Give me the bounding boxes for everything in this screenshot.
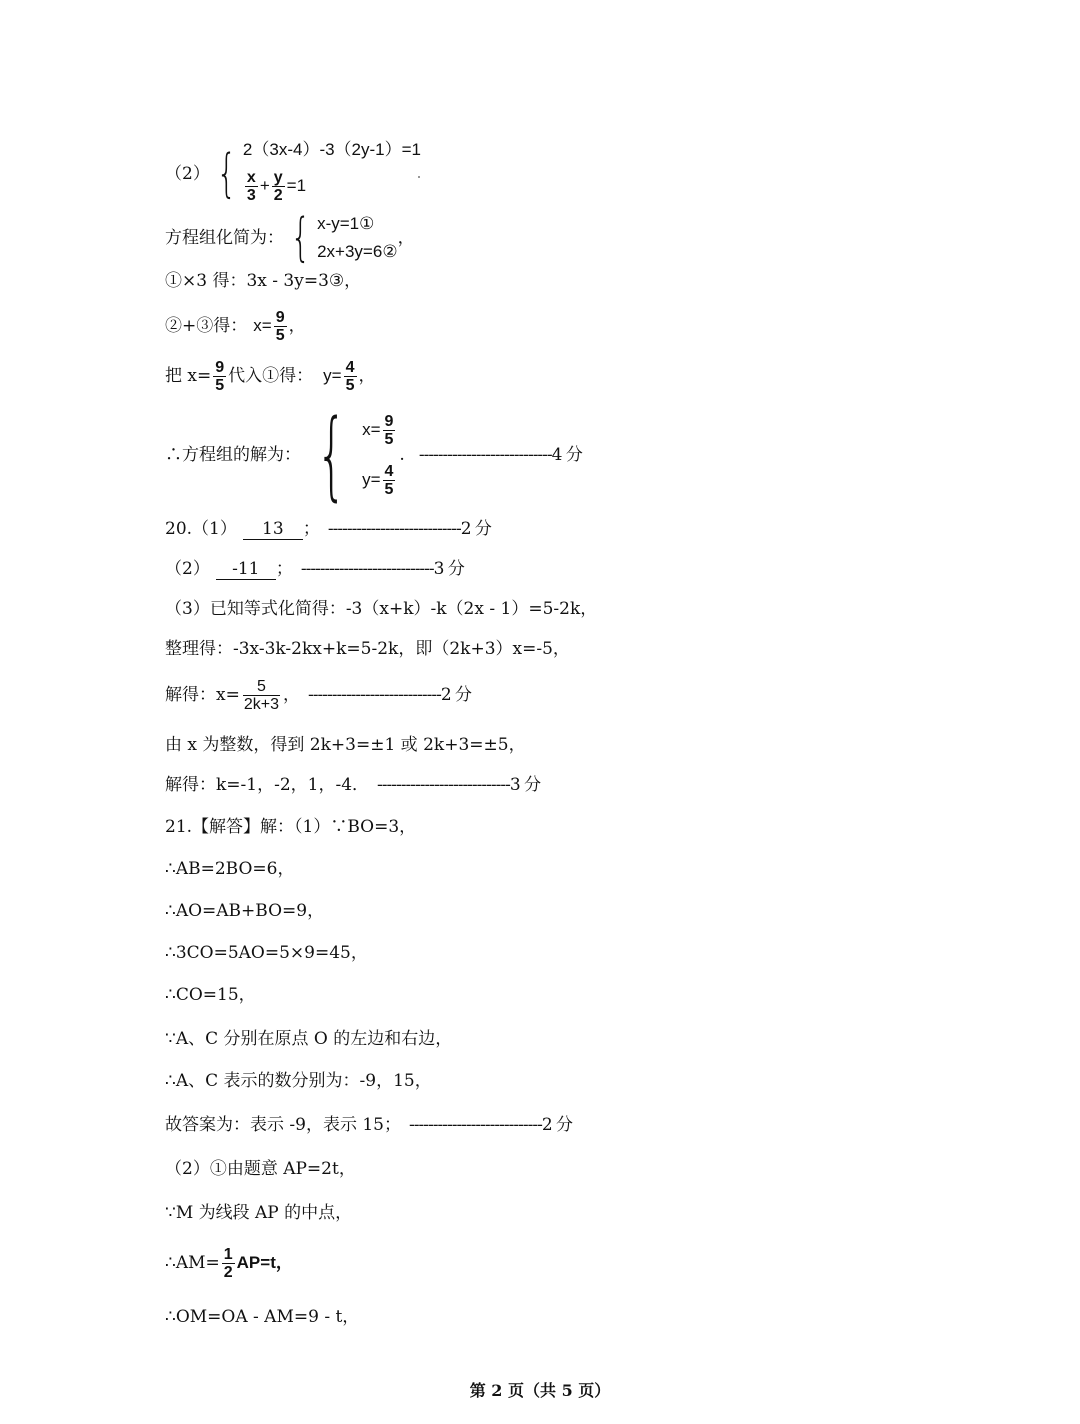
fraction: $\frac{4}{5}$ bbox=[384, 462, 394, 498]
q20-integer: 由 x 为整数，得到 2k+3=±1 或 2k+3=±5， bbox=[165, 735, 526, 755]
answer-blank: 13 bbox=[243, 519, 303, 540]
brace-icon: { bbox=[290, 208, 311, 268]
q21-line-2: ∴AB=2BO=6， bbox=[165, 859, 295, 879]
fraction: $\frac{y}{2}$ bbox=[273, 168, 283, 204]
q21-line-6: ∵A、C 分别在原点 O 的左边和右边， bbox=[165, 1029, 453, 1049]
q21-line-8: 故答案为：表示 -9，表示 15； ----------------------------2 分 bbox=[165, 1110, 572, 1140]
q21-line-3: ∴AO=AB+BO=9， bbox=[165, 901, 325, 921]
brace-icon: { bbox=[316, 399, 347, 511]
fraction: $\frac{9}{5}$ bbox=[275, 308, 285, 344]
fraction: $\frac{1}{2}$ bbox=[223, 1245, 233, 1281]
q20-part3: （3）已知等式化简得：-3（x+k）-k（2x - 1）=5-2k， bbox=[165, 599, 598, 619]
fraction: $\frac{9}{5}$ bbox=[215, 358, 225, 394]
simplify-line: 方程组化简为： { x-y=1① 2x+3y=6② ， bbox=[165, 208, 415, 268]
score-marker: ----------------------------3 分 bbox=[377, 775, 541, 795]
score-marker: ----------------------------2 分 bbox=[327, 519, 491, 539]
score-marker: ----------------------------2 分 bbox=[409, 1115, 573, 1135]
step-3: 把 x= $\frac{9}{5}$ 代入①得： y= $\frac{4}{5}$ ， bbox=[165, 358, 376, 394]
q20-tidy: 整理得：-3x-3k-2kx+k=5-2k，即（2k+3）x=-5， bbox=[165, 639, 570, 659]
fraction: $\frac{4}{5}$ bbox=[345, 358, 355, 394]
fraction: $\frac{5}{2k+3}$ bbox=[243, 677, 279, 713]
q21-line-11: ∴AM= $\frac{1}{2}$ AP=t， bbox=[165, 1245, 293, 1281]
answer-blank: -11 bbox=[216, 559, 276, 580]
q21-line-5: ∴CO=15， bbox=[165, 985, 256, 1005]
step-1: ①×3 得：3x - 3y=3③， bbox=[165, 271, 362, 291]
score-marker: ----------------------------2 分 bbox=[307, 685, 472, 705]
fraction: $\frac{9}{5}$ bbox=[384, 412, 394, 448]
scan-speck bbox=[418, 176, 420, 178]
q20-part2: （2） -11 ； ----------------------------3 分 bbox=[165, 554, 464, 584]
fraction: $\frac{x}{3}$ bbox=[246, 168, 256, 204]
q21-line-7: ∴A、C 表示的数分别为：-9，15， bbox=[165, 1071, 432, 1091]
q19-system bbox=[165, 136, 421, 212]
q21-line-10: ∵M 为线段 AP 的中点， bbox=[165, 1203, 353, 1223]
score-marker: ----------------------------3 分 bbox=[300, 559, 464, 579]
equation-system: { x-y=1① 2x+3y=6② bbox=[290, 208, 398, 268]
q20-final: 解得：k=-1，-2，1，-4． ----------------------------3 分 bbox=[165, 770, 540, 800]
page-footer: 第 2 页（共 5 页） bbox=[469, 1381, 611, 1400]
q21-line-1: 21.【解答】解：（1）∵BO=3， bbox=[165, 817, 417, 837]
q21-line-9: （2）①由题意 AP=2t， bbox=[165, 1159, 356, 1179]
q21-line-12: ∴OM=OA - AM=9 - t， bbox=[165, 1307, 360, 1327]
q20-solve: 解得：x= $\frac{5}{2k+3}$ ， ----------------------------2 分 bbox=[165, 677, 472, 713]
solution-system: { x= $\frac{9}{5}$ y= $\frac{4}{5}$ bbox=[316, 399, 394, 511]
equation-2: $\frac{x}{3}$ + $\frac{y}{2}$ =1 bbox=[246, 168, 307, 204]
part-label: （2） bbox=[165, 164, 210, 184]
step-2: ②+③得： x= $\frac{9}{5}$ ， bbox=[165, 308, 306, 344]
q20-part1: 20.（1） 13 ； ----------------------------2 分 bbox=[165, 514, 491, 544]
q21-line-4: ∴3CO=5AO=5×9=45， bbox=[165, 943, 368, 963]
equation-system bbox=[210, 138, 421, 210]
brace-icon: { bbox=[216, 144, 237, 204]
score-marker: ----------------------------4 分 bbox=[418, 445, 582, 465]
equation-1: 2（3x-4）-3（2y-1）=1 bbox=[242, 140, 422, 159]
solution-line: ∴方程组的解为： { x= $\frac{9}{5}$ y= $\frac{4}{5}$ . ----------------------------4 分 bbox=[165, 399, 582, 511]
